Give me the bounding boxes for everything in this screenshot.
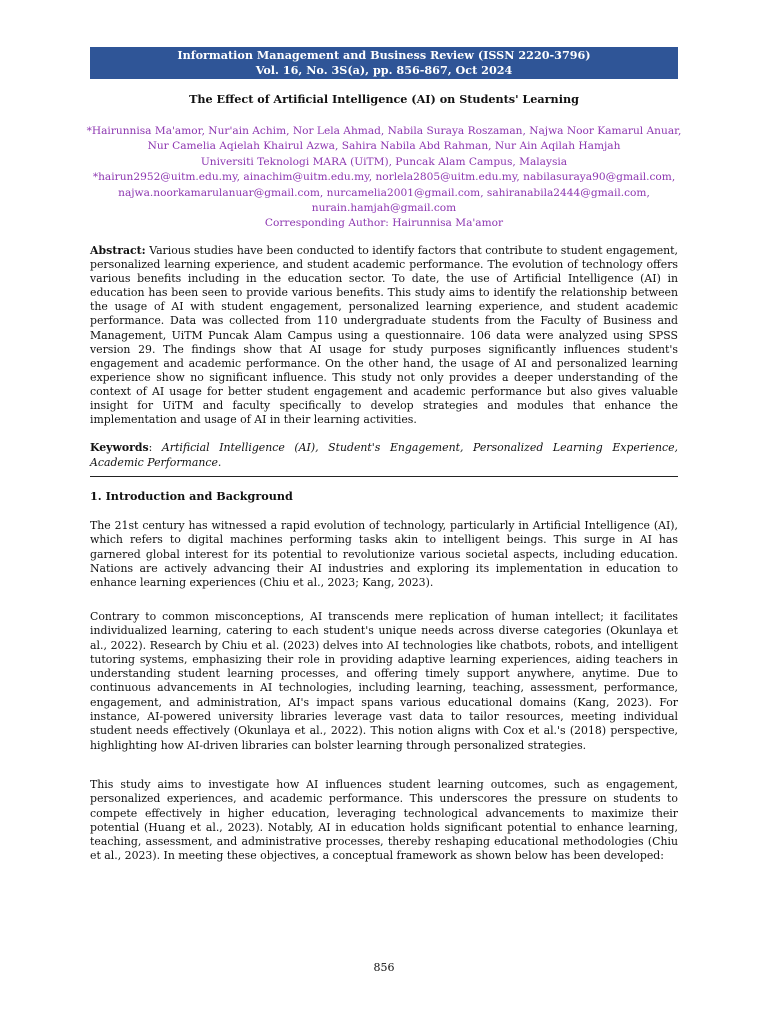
- body-paragraph-2: Contrary to common misconceptions, AI transcends mere replication of human intellect; it facilitates individualized learning, catering to each student's unique needs across diverse categories (Okunlaya et al., 2022). Research by Chiu et al. (2023) delves into AI technologies like chatbots, robots, and intelligent tutoring systems, emphasizing their role in providing adaptive learning experiences, aiding teachers in understanding student learning processes, and offering timely support anywhere, anytime. Due to continuous advancements in AI technologies, including learning, teaching, assessment, performance, engagement, and administration, AI's impact spans various educational domains (Kang, 2023). For instance, AI-powered university libraries leverage vast data to tailor resources, meeting individual student needs effectively (Okunlaya et al., 2022). This notion aligns with Cox et al.'s (2018) perspective, highlighting how AI-driven libraries can bolster learning through personalized strategies.: [90, 610, 678, 752]
- abstract-label: Abstract:: [90, 244, 146, 257]
- journal-header-line-2: Vol. 16, No. 3S(a), pp. 856-867, Oct 2024: [255, 63, 513, 77]
- author-emails-line-3: nurain.hamjah@gmail.com: [311, 202, 457, 215]
- author-block: [86, 124, 682, 232]
- keywords: [90, 441, 678, 477]
- section-heading: 1. Introduction and Background: [90, 489, 293, 503]
- author-emails-line-1: *hairun2952@uitm.edu.my, ainachim@uitm.edu.my, norlela2805@uitm.edu.my, nabilasuraya90@gmail.com,: [92, 171, 676, 184]
- abstract: [90, 244, 678, 427]
- author-emails-line-2: najwa.noorkamarulanuar@gmail.com, nurcamelia2001@gmail.com, sahiranabila2444@gmail.com,: [118, 186, 650, 199]
- corresponding-author: Corresponding Author: Hairunnisa Ma'amor: [264, 217, 504, 230]
- body-paragraph-3: This study aims to investigate how AI influences student learning outcomes, such as engagement, personalized experiences, and academic performance. This underscores the pressure on students to compete effectively in higher education, leveraging technological advancements to maximize their potential (Huang et al., 2023). Notably, AI in education holds significant potential to enhance learning, teaching, assessment, and administrative processes, thereby reshaping educational methodologies (Chiu et al., 2023). In meeting these objectives, a conceptual framework as shown below has been developed:: [90, 778, 678, 863]
- paper-title: The Effect of Artificial Intelligence (AI) on Students' Learning: [189, 92, 579, 106]
- journal-header-line-1: Information Management and Business Review (ISSN 2220-3796): [177, 48, 591, 62]
- author-affiliation: Universiti Teknologi MARA (UiTM), Puncak Alam Campus, Malaysia: [200, 155, 568, 168]
- journal-header-band: [90, 47, 678, 79]
- author-names-line-2: Nur Camelia Aqielah Khairul Azwa, Sahira Nabila Abd Rahman, Nur Ain Aqilah Hamjah: [147, 140, 621, 153]
- page-number: 856: [373, 961, 395, 974]
- keywords-label: Keywords: [90, 441, 149, 454]
- keywords-separator: :: [148, 441, 153, 454]
- author-names-line-1: *Hairunnisa Ma'amor, Nur'ain Achim, Nor Lela Ahmad, Nabila Suraya Roszaman, Najwa Noor Kamarul Anuar,: [86, 125, 682, 137]
- keywords-text: Artificial Intelligence (AI), Student's Engagement, Personalized Learning Experience, Academic Performance.: [90, 441, 679, 469]
- abstract-text: Various studies have been conducted to identify factors that contribute to student engagement, personalized learning experience, and student academic performance. The evolution of technology offers various benefits including in the education sector. To date, the use of Artificial Intelligence (AI) in education has been seen to provide various benefits. This study aims to identify the relationship between the usage of AI with student engagement, personalized learning experience, and student academic performance. Data was collected from 110 undergraduate students from the Faculty of Business and Management, UiTM Puncak Alam Campus using a questionnaire. 106 data were analyzed using SPSS version 29. The findings show that AI usage for study purposes significantly influences student's engagement and academic performance. On the other hand, the usage of AI and personalized learning experience show no significant influence. This study not only provides a deeper understanding of the context of AI usage for better student engagement and academic performance but also gives valuable insight for UiTM and faculty specifically to develop strategies and modules that enhance the implementation and usage of AI in their learning activities.: [90, 244, 678, 427]
- body-paragraph-1: The 21st century has witnessed a rapid evolution of technology, particularly in Artificial Intelligence (AI), which refers to digital machines performing tasks akin to intelligent beings. This surge in AI has garnered global interest for its potential to revolutionize various societal aspects, including education. Nations are actively advancing their AI industries and exploring its implementation in education to enhance learning experiences (Chiu et al., 2023; Kang, 2023).: [90, 519, 678, 590]
